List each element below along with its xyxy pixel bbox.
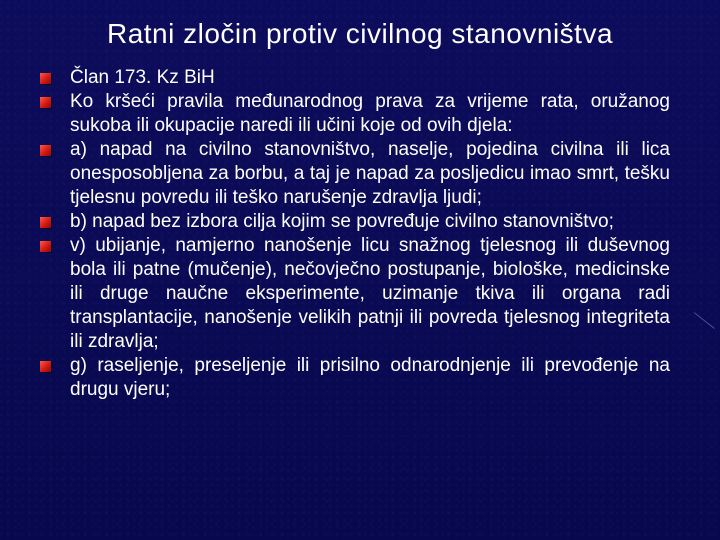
bullet-item: [36, 66, 670, 90]
bullet-text: v) ubijanje, namjerno nanošenje licu snažnog tjelesnog ili duševnog bola ili patne (mučenje), nečovječno postupanje, biološke, medicinske ili druge naučne eksperimente, uzimanje tkiva ili organa radi transplantacije, nanošenje velikih patnji ili povreda tjelesnog integriteta ili zdravlja;: [70, 235, 670, 352]
bullet-text: Član 173. Kz BiH: [70, 67, 215, 88]
decorative-line: [694, 312, 715, 329]
red-square-bullet-icon: [40, 361, 51, 372]
bullet-text: a) napad na civilno stanovništvo, naselje, pojedina civilna ili lica onesposobljena za borbu, a taj je napad za posljedicu imao smrt, tešku tjelesnu povredu ili teško narušenje zdravlja ljudi;: [70, 139, 670, 208]
bullet-text: g) raseljenje, preseljenje ili prisilno odnarodnjenje ili prevođenje na drugu vjeru;: [70, 355, 670, 400]
bullet-item: [36, 210, 670, 234]
bullet-item: [36, 90, 670, 138]
bullet-item: [36, 234, 670, 354]
bullet-item: [36, 354, 670, 402]
red-square-bullet-icon: [40, 73, 51, 84]
red-square-bullet-icon: [40, 145, 51, 156]
red-square-bullet-icon: [40, 97, 51, 108]
red-square-bullet-icon: [40, 241, 51, 252]
slide-title: Ratni zločin protiv civilnog stanovništva: [106, 18, 614, 49]
bullet-text: b) napad bez izbora cilja kojim se povređuje civilno stanovništvo;: [70, 211, 614, 232]
bullet-text: Ko kršeći pravila međunarodnog prava za vrijeme rata, oružanog sukoba ili okupacije naredi ili učini koje od ovih djela:: [70, 91, 670, 136]
bullet-list: [36, 66, 670, 402]
red-square-bullet-icon: [40, 217, 51, 228]
bullet-item: [36, 138, 670, 210]
